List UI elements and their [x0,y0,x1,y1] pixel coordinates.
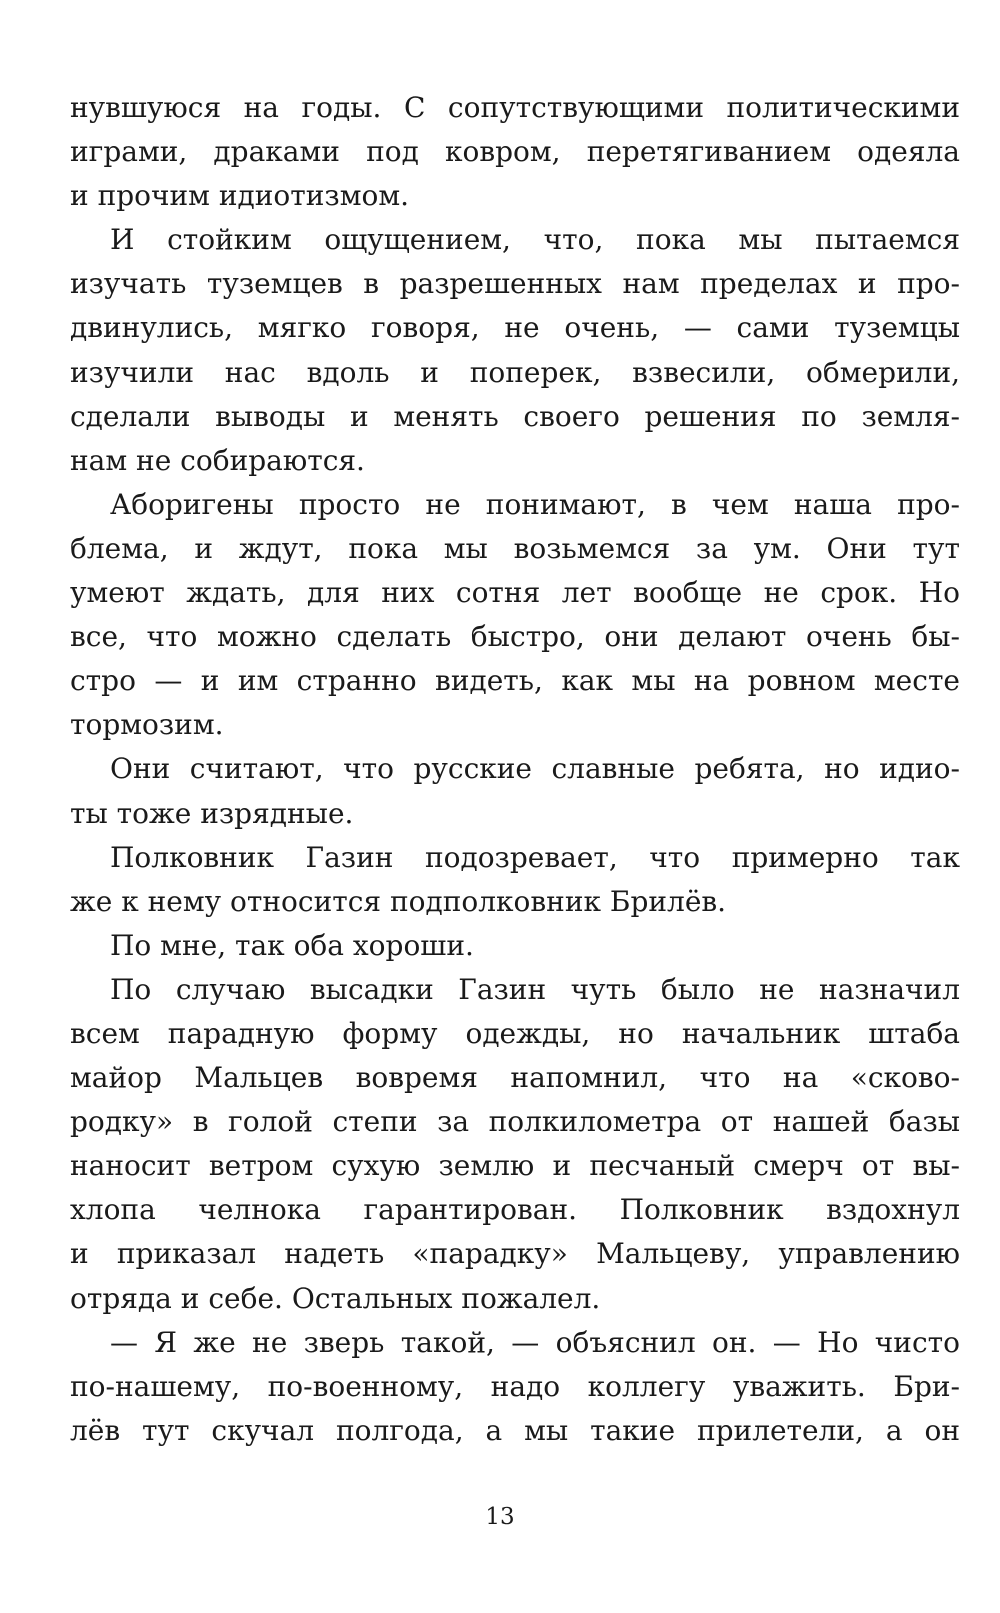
text-line: родку» в голой степи за полкилометра от нашей базы [70,1105,960,1139]
text-line: же к нему относится подполковник Брилёв. [70,884,727,918]
text-line: по-нашему, по-военному, надо коллегу уважить. Бри- [70,1369,960,1403]
text-line: блема, и ждут, пока мы возьмемся за ум. Они тут [70,531,960,565]
text-line: По случаю высадки Газин чуть было не назначил [110,972,960,1006]
text-line: всем парадную форму одежды, но начальник штаба [70,1016,960,1050]
text-line: играми, драками под ковром, перетягиванием одеяла [70,135,960,169]
body-text [70,86,960,1453]
text-line: двинулись, мягко говоря, не очень, — сами туземцы [70,311,960,345]
text-line: все, что можно сделать быстро, они делают очень бы- [70,620,960,654]
text-line: и прочим идиотизмом. [70,179,410,213]
text-line: хлопа челнока гарантирован. Полковник вздохнул [70,1193,960,1227]
text-line: отряда и себе. Остальных пожалел. [70,1281,601,1315]
text-line: Полковник Газин подозревает, что примерно так [110,840,960,874]
text-line: изучили нас вдоль и поперек, взвесили, обмерили, [70,355,960,389]
text-line: тормозим. [70,708,224,742]
text-line: и приказал надеть «парадку» Мальцеву, управлению [70,1237,960,1271]
text-line: По мне, так оба хороши. [110,928,474,962]
text-line: Они считают, что русские славные ребята, но идио- [110,752,960,786]
page-number: 13 [485,1504,515,1530]
text-line: И стойким ощущением, что, пока мы пытаемся [110,223,960,257]
text-line: нам не собираются. [70,443,365,477]
text-line: сделали выводы и менять своего решения по земля- [70,399,960,433]
text-line: — Я же не зверь такой, — объяснил он. — Но чисто [110,1325,960,1359]
text-line: майор Мальцев вовремя напомнил, что на «сково- [70,1061,960,1095]
text-line: умеют ждать, для них сотня лет вообще не срок. Но [70,576,960,610]
text-line: лёв тут скучал полгода, а мы такие прилетели, а он [70,1413,960,1447]
text-line: стро — и им странно видеть, как мы на ровном месте [70,664,960,698]
text-line: наносит ветром сухую землю и песчаный смерч от вы- [70,1149,960,1183]
text-line: ты тоже изрядные. [70,796,354,830]
text-line: Аборигены просто не понимают, в чем наша про- [110,487,960,521]
text-line: нувшуюся на годы. С сопутствующими политическими [70,91,960,124]
text-line: изучать туземцев в разрешенных нам пределах и про- [70,267,960,301]
